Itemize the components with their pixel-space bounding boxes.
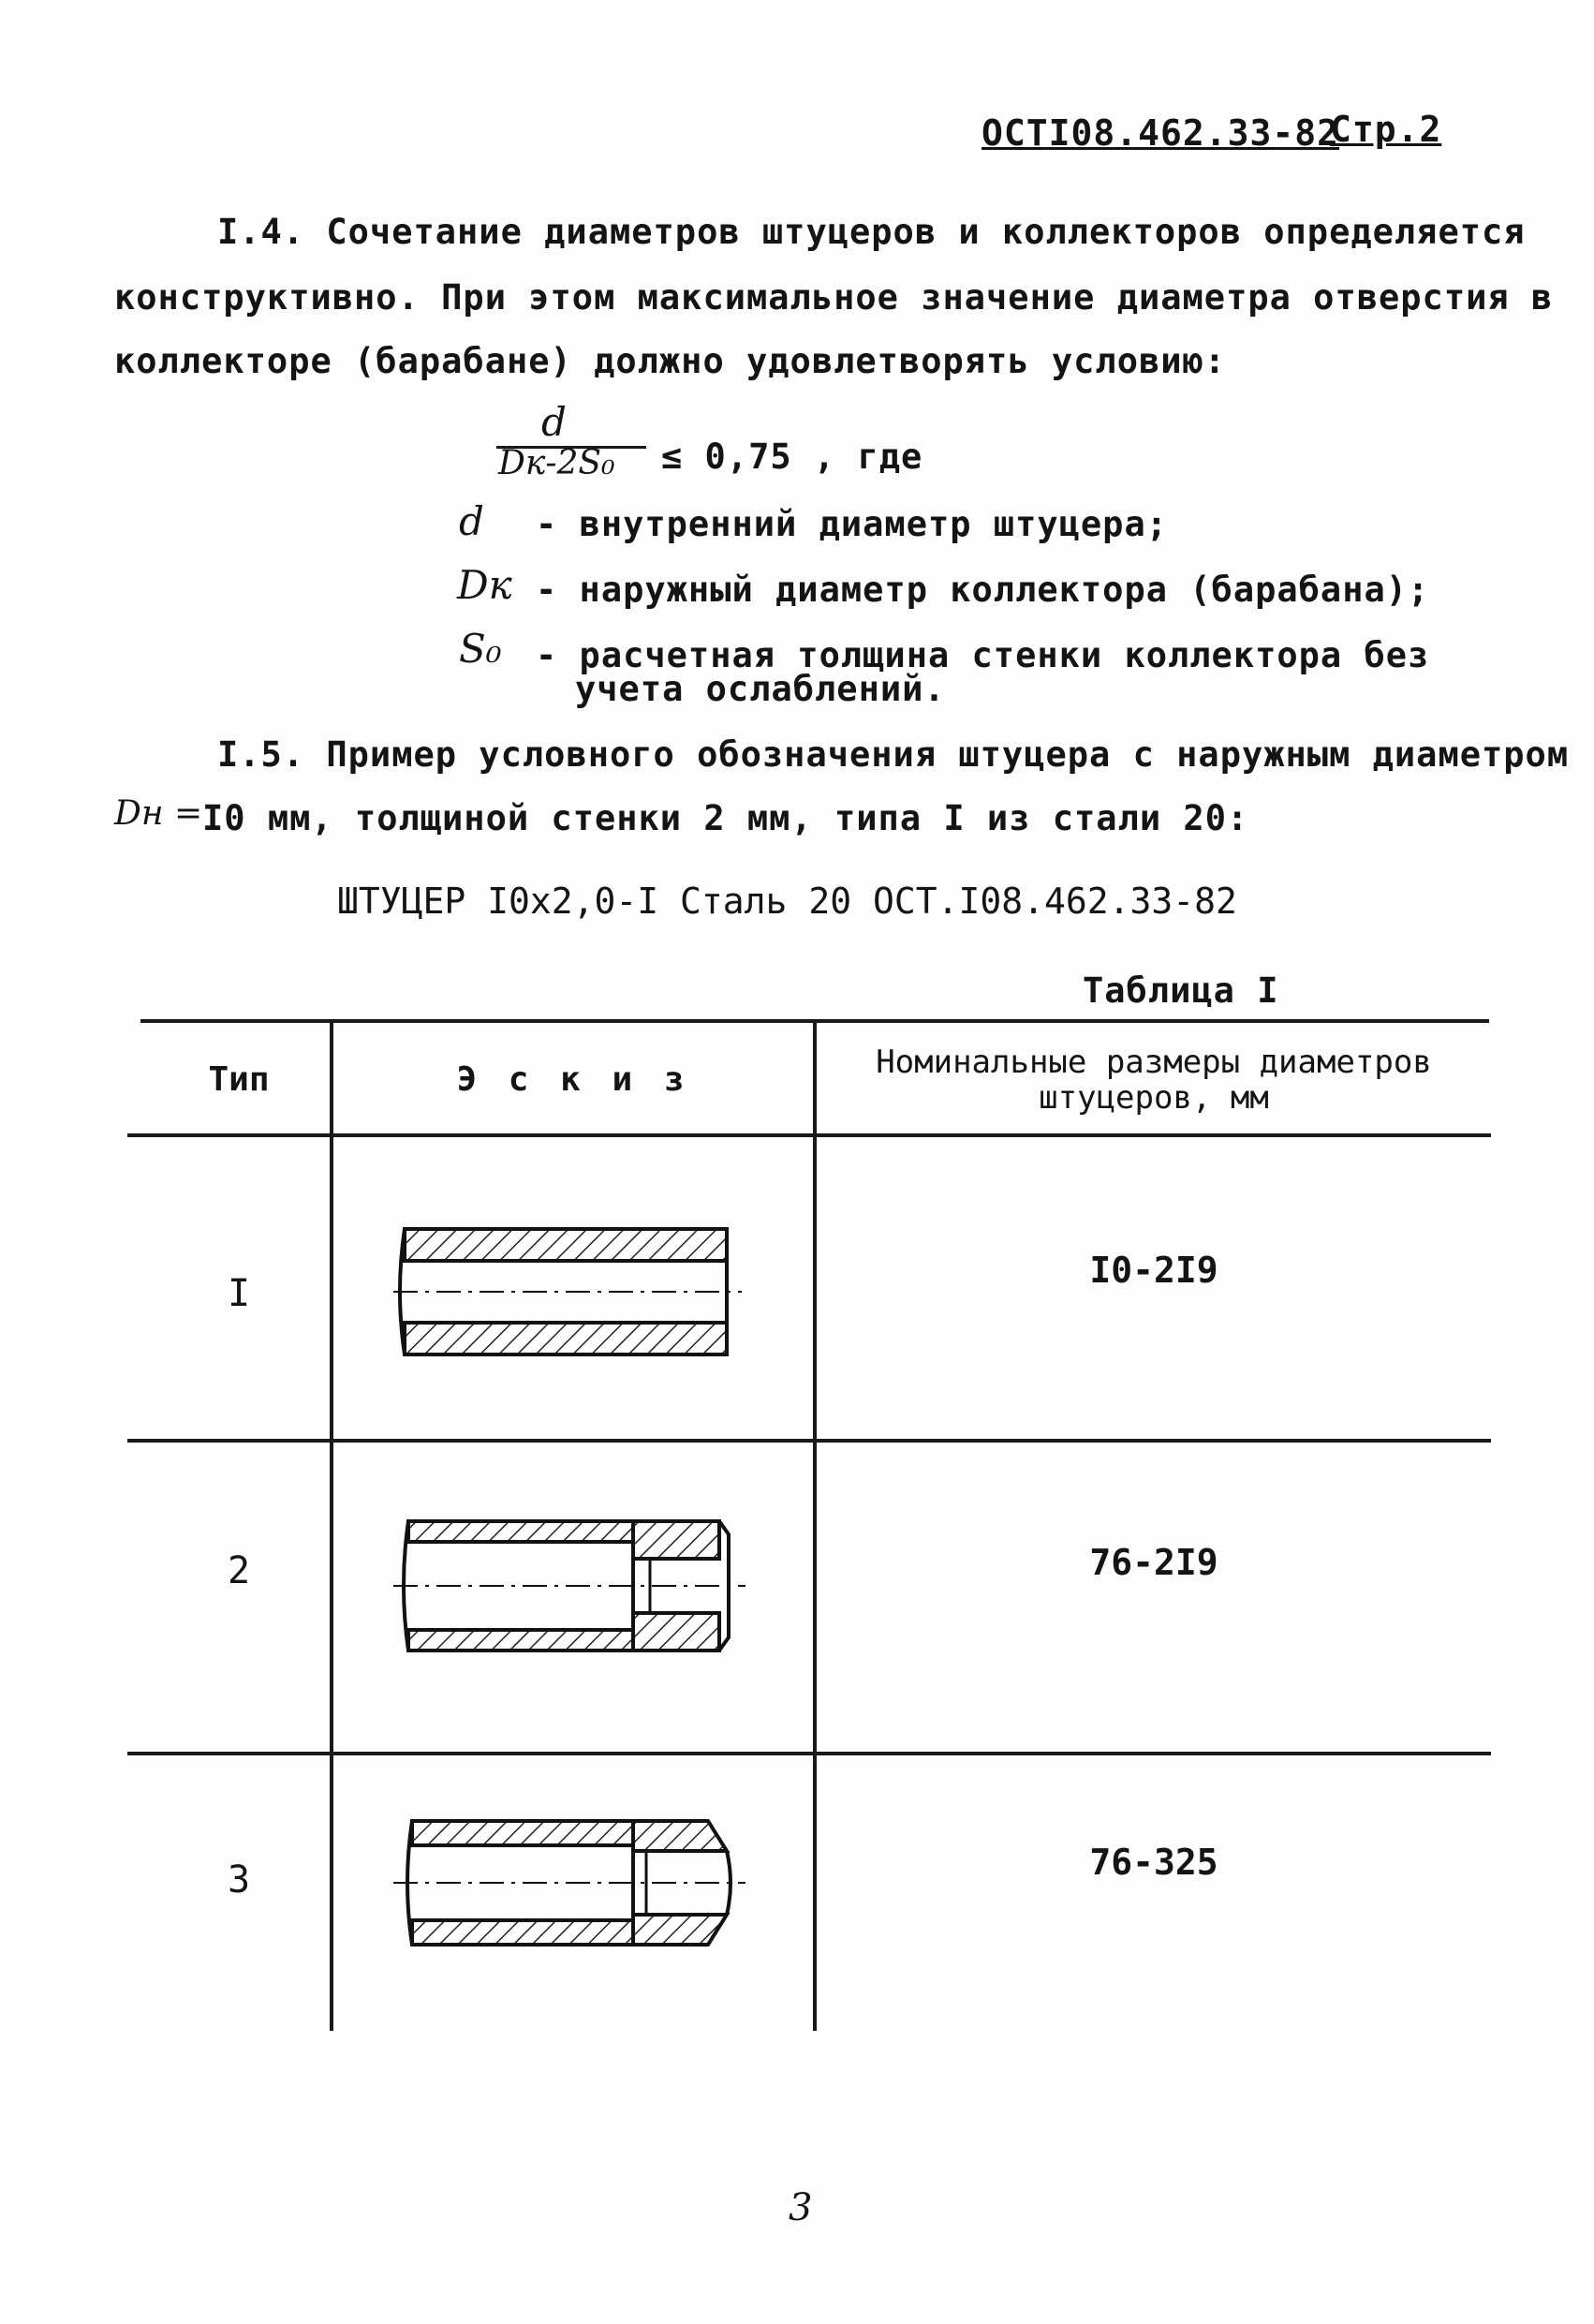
definition-dk: - наружный диаметр коллектора (барабана);	[536, 570, 1430, 610]
row-1-sizes: I0-2I9	[1089, 1250, 1218, 1291]
row-1-type: I	[227, 1272, 251, 1315]
section-1-4-line-1: I.4. Сочетание диаметров штуцеров и коллекторов определяется	[217, 212, 1526, 252]
row-2-sizes: 76-2I9	[1089, 1542, 1218, 1583]
definition-s0-continued: учета ослаблений.	[575, 669, 946, 709]
section-1-4-line-3: коллекторе (барабане) должно удовлетворять условию:	[114, 341, 1227, 381]
section-1-5-line-1: I.5. Пример условного обозначения штуцера с наружным диаметром	[217, 734, 1570, 775]
symbol-dn: Dн =	[114, 794, 203, 833]
definition-s0: - расчетная толщина стенки коллектора без	[536, 635, 1430, 675]
row-2-type: 2	[227, 1549, 251, 1592]
section-1-4-line-2: конструктивно. При этом максимальное значение диаметра отверстия в	[114, 277, 1554, 318]
symbol-dk: Dк	[457, 562, 512, 608]
formula-condition: ≤ 0,75 , где	[661, 437, 923, 477]
table-caption: Таблица I	[1083, 970, 1279, 1011]
column-header-sizes-2: штуцеров, мм	[1039, 1079, 1269, 1117]
sketch-type-3	[393, 1804, 749, 1963]
column-header-type: Тип	[208, 1060, 270, 1099]
page-number: 3	[789, 2186, 813, 2229]
row-3-sizes: 76-325	[1089, 1842, 1218, 1883]
column-1-divider	[330, 1019, 333, 2031]
symbol-d: d	[459, 498, 484, 544]
document-code: ОСТI08.462.33-82	[981, 112, 1340, 154]
symbol-s0: S₀	[459, 626, 502, 672]
formula-denominator: Dк-2S₀	[498, 444, 615, 482]
sketch-type-2	[393, 1506, 749, 1665]
sketch-type-1	[393, 1218, 749, 1368]
definition-d: - внутренний диаметр штуцера;	[536, 504, 1169, 544]
section-1-5-line-2: I0 мм, толщиной стенки 2 мм, типа I из стали 20:	[202, 798, 1249, 838]
designation-example: ШТУЦЕР I0х2,0-I Сталь 20 ОСТ.I08.462.33-82	[337, 881, 1237, 922]
row-3-type: 3	[227, 1858, 251, 1902]
column-header-sketch: Э с к и з	[456, 1060, 690, 1099]
column-header-sizes: Номинальные размеры диаметров	[876, 1044, 1432, 1081]
formula-numerator: d	[541, 399, 567, 445]
page-label: Стр.2	[1330, 109, 1442, 150]
